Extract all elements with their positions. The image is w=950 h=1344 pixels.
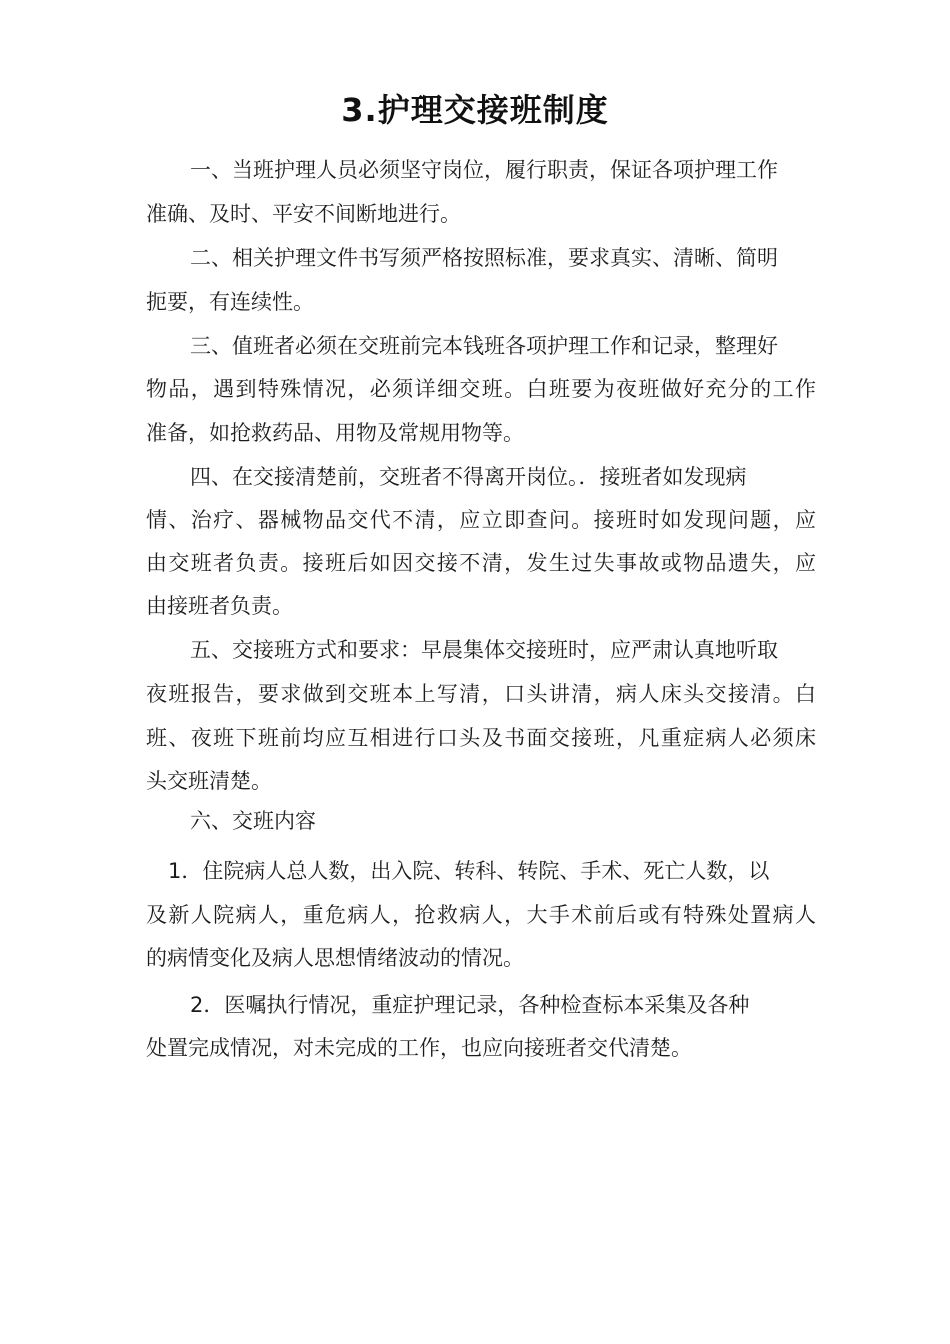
paragraph-line: 三、值班者必须在交班前完本钱班各项护理工作和记录，整理好	[190, 334, 778, 358]
paragraph-line: 情、治疗、器械物品交代不清，应立即查问。接班时如发现问题，应	[146, 508, 816, 532]
paragraph-line: 班、夜班下班前均应互相进行口头及书面交接班，凡重症病人必须床	[146, 726, 816, 750]
paragraph-line: 由接班者负责。	[146, 594, 293, 618]
paragraph-line: 准备，如抢救药品、用物及常规用物等。	[146, 421, 524, 445]
page-title: 3.护理交接班制度	[341, 91, 609, 129]
paragraph-line: 二、相关护理文件书写须严格按照标准，要求真实、清晰、简明	[190, 246, 778, 270]
paragraph-line: 夜班报告，要求做到交班本上写清，口头讲清，病人床头交接清。白	[146, 682, 816, 706]
paragraph-line: 四、在交接清楚前，交班者不得离开岗位。．接班者如发现病	[190, 465, 747, 489]
paragraph-line: 一、当班护理人员必须坚守岗位，履行职责，保证各项护理工作	[190, 158, 778, 182]
paragraph-line: 准确、及时、平安不间断地进行。	[146, 202, 461, 226]
numbered-item-line: 处置完成情况，对未完成的工作，也应向接班者交代清楚。	[146, 1036, 692, 1060]
numbered-item-line: 的病情变化及病人思想情绪波动的情况。	[146, 946, 524, 970]
paragraph-line: 由交班者负责。接班后如因交接不清，发生过失事故或物品遗失，应	[146, 551, 816, 575]
paragraph-line: 物品，遇到特殊情况，必须详细交班。白班要为夜班做好充分的工作	[146, 377, 816, 401]
paragraph-line: 五、交接班方式和要求：早晨集体交接班时，应严肃认真地听取	[190, 638, 778, 662]
numbered-item-line: 2．医嘱执行情况，重症护理记录，各种检查标本采集及各种	[190, 993, 750, 1017]
section-heading: 六、交班内容	[190, 809, 316, 833]
paragraph-line: 扼要，有连续性。	[146, 290, 314, 314]
paragraph-line: 头交班清楚。	[146, 769, 272, 793]
numbered-item-line: 及新人院病人，重危病人，抢救病人，大手术前后或有特殊处置病人	[146, 903, 816, 927]
numbered-item-line: 1．住院病人总人数，出入院、转科、转院、手术、死亡人数，以	[168, 859, 770, 883]
